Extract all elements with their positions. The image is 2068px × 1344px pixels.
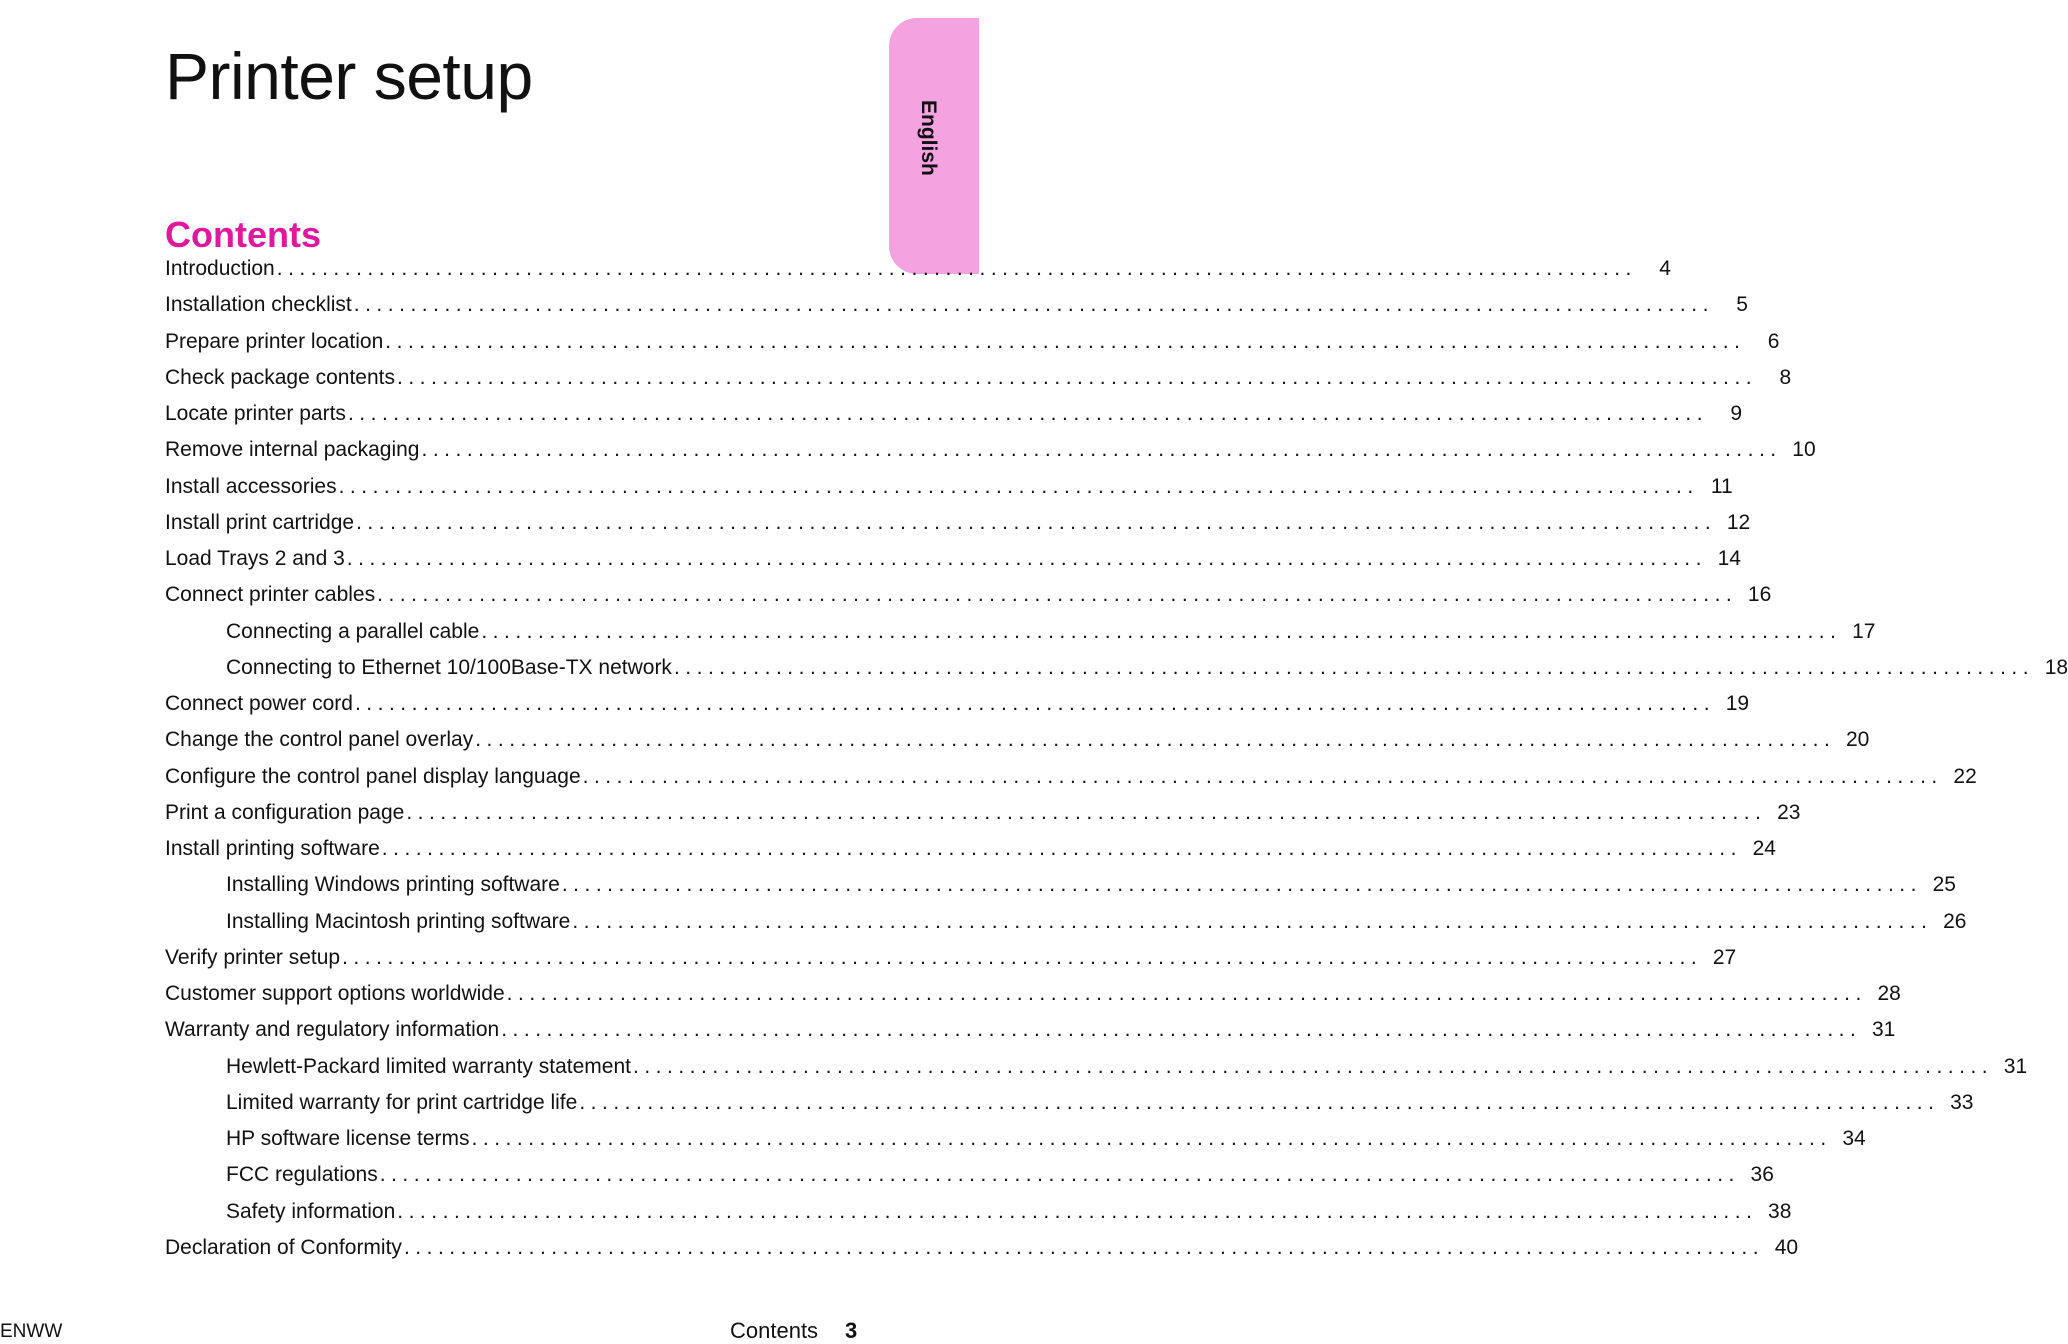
toc-dot-leader: ........................................................................................................................ [381,837,1742,861]
toc-dot-leader: ........................................................................................................................ [346,547,1707,571]
toc-entry-page: 12 [1726,510,1751,534]
toc-dot-leader: ........................................................................................................................ [406,800,1767,824]
toc-entry-page: 16 [1747,583,1772,607]
toc-dot-leader: ........................................................................................................................ [471,1127,1832,1151]
toc-entry[interactable] [165,432,1816,468]
toc-entry-title: Installing Macintosh printing software [226,909,571,933]
toc-entry-page: 5 [1736,293,1748,317]
toc-entry[interactable] [165,1194,1792,1230]
toc-entry[interactable] [165,795,1801,831]
toc-dot-leader: ........................................................................................................................ [561,873,1922,897]
toc-entry-title: Safety information [226,1199,396,1223]
toc-dot-leader: ........................................................................................................................ [347,402,1709,426]
toc-entry-title: Declaration of Conformity [165,1235,402,1259]
toc-entry[interactable] [165,1085,1974,1121]
toc-entry[interactable] [165,1157,1774,1193]
toc-entry-title: Load Trays 2 and 3 [165,547,345,571]
toc-entry-title: Installing Windows printing software [226,873,560,897]
toc-dot-leader: ........................................................................................................................ [338,474,1699,498]
toc-entry[interactable] [165,831,1776,867]
toc-dot-leader: ........................................................................................................................ [353,293,1714,317]
toc-entry-title: Connect printer cables [165,583,376,607]
toc-entry-title: Check package contents [165,365,395,389]
toc-entry-page: 14 [1717,547,1741,571]
toc-entry-title: Verify printer setup [165,945,341,969]
toc-entry-title: Hewlett-Packard limited warranty statement [226,1054,631,1078]
toc-entry[interactable] [165,867,1956,903]
toc-entry-page: 36 [1750,1163,1774,1187]
toc-entry-title: Configure the control panel display language [165,764,581,788]
toc-dot-leader: ........................................................................................................................ [342,945,1703,969]
toc-entry-title: Locate printer parts [165,402,346,426]
toc-entry-page: 10 [1792,438,1816,462]
toc-entry-page: 24 [1752,837,1776,861]
footer-page-number: 3 [845,1318,858,1343]
toc-entry-page: 25 [1932,873,1956,897]
toc-entry-title: Installation checklist [165,293,352,317]
toc-dot-leader: ........................................................................................................................ [396,365,1758,389]
toc-entry-title: Connecting to Ethernet 10/100Base-TX network [226,655,672,679]
toc-entry-title: Limited warranty for print cartridge life [226,1090,578,1114]
toc-entry-title: Remove internal packaging [165,438,420,462]
table-of-contents [165,251,2068,1266]
toc-entry[interactable] [165,1049,2028,1085]
toc-entry[interactable] [165,722,1870,758]
toc-entry-title: Customer support options worldwide [165,982,505,1006]
toc-entry-page: 9 [1730,402,1743,426]
toc-dot-leader: ........................................................................................................................ [356,510,1717,534]
toc-entry-page: 20 [1845,728,1870,752]
toc-entry[interactable] [165,251,1671,287]
toc-entry[interactable] [165,976,1901,1012]
toc-entry-page: 34 [1842,1127,1866,1151]
toc-entry-page: 38 [1768,1199,1792,1223]
toc-entry-title: Install print cartridge [165,510,355,534]
toc-entry-title: Connect power cord [165,692,353,716]
toc-dot-leader: ........................................................................................................................ [481,619,1842,643]
toc-entry-title: Prepare printer location [165,329,384,353]
toc-entry-title: Introduction [165,257,275,281]
toc-entry[interactable] [165,577,1772,613]
toc-dot-leader: ........................................................................................................................ [377,583,1738,607]
toc-entry[interactable] [165,396,1743,432]
toc-dot-leader: ........................................................................................................................ [354,692,1716,716]
toc-entry-page: 17 [1852,619,1876,643]
toc-entry[interactable] [165,469,1733,505]
toc-entry-page: 4 [1659,257,1671,281]
toc-dot-leader: ........................................................................................................................ [501,1018,1862,1042]
toc-dot-leader: ........................................................................................................................ [421,438,1782,462]
toc-dot-leader: ........................................................................................................................ [403,1235,1765,1259]
toc-entry-page: 31 [1872,1018,1896,1042]
toc-dot-leader: ........................................................................................................................ [276,257,1637,281]
toc-dot-leader: ........................................................................................................................ [379,1163,1740,1187]
toc-entry[interactable] [165,650,2068,686]
toc-entry-page: 6 [1767,329,1780,353]
toc-entry[interactable] [165,940,1737,976]
contents-heading: Contents [165,213,321,255]
toc-dot-leader: ........................................................................................................................ [582,764,1943,788]
toc-dot-leader: ........................................................................................................................ [632,1054,1994,1078]
toc-entry-title: Print a configuration page [165,800,405,824]
toc-entry-title: Install printing software [165,837,380,861]
footer-doc-code: ENWW [0,1321,63,1342]
toc-dot-leader: ........................................................................................................................ [385,329,1746,353]
toc-entry[interactable] [165,360,1792,396]
toc-dot-leader: ........................................................................................................................ [397,1199,1758,1223]
toc-dot-leader: ........................................................................................................................ [579,1090,1940,1114]
toc-entry[interactable] [165,1230,1799,1266]
toc-entry[interactable] [165,541,1741,577]
toc-entry[interactable] [165,287,1748,323]
toc-entry[interactable] [165,1012,1896,1048]
toc-dot-leader: ........................................................................................................................ [475,728,1836,752]
toc-entry[interactable] [165,1121,1866,1157]
toc-entry-page: 11 [1710,474,1733,498]
toc-entry-title: Warranty and regulatory information [165,1018,500,1042]
toc-entry-title: FCC regulations [226,1163,378,1187]
toc-entry[interactable] [165,614,1876,650]
toc-entry-page: 27 [1712,945,1737,969]
toc-entry-page: 18 [2044,655,2068,679]
footer-section-name: Contents [730,1318,819,1343]
toc-entry-page: 40 [1774,1235,1799,1259]
page-title: Printer setup [165,39,533,114]
toc-entry-title: Install accessories [165,474,337,498]
toc-entry-page: 28 [1877,982,1901,1006]
toc-entry-title: HP software license terms [226,1127,470,1151]
toc-entry-title: Change the control panel overlay [165,728,474,752]
toc-entry-page: 19 [1725,692,1750,716]
toc-entry-title: Connecting a parallel cable [226,619,480,643]
toc-dot-leader: ........................................................................................................................ [572,909,1933,933]
toc-entry-page: 26 [1943,909,1967,933]
toc-entry[interactable] [165,324,1780,360]
toc-entry-page: 22 [1953,764,1977,788]
toc-dot-leader: ........................................................................................................................ [506,982,1867,1006]
toc-dot-leader: ........................................................................................................................ [673,655,2035,679]
toc-entry-page: 33 [1950,1090,1974,1114]
toc-entry-page: 31 [2003,1054,2028,1078]
toc-entry[interactable] [165,505,1751,541]
language-tab-label: English [917,100,940,176]
toc-entry-page: 8 [1779,365,1792,389]
toc-entry[interactable] [165,759,1977,795]
toc-entry[interactable] [165,904,1967,940]
toc-entry[interactable] [165,686,1750,722]
toc-entry-page: 23 [1777,800,1801,824]
